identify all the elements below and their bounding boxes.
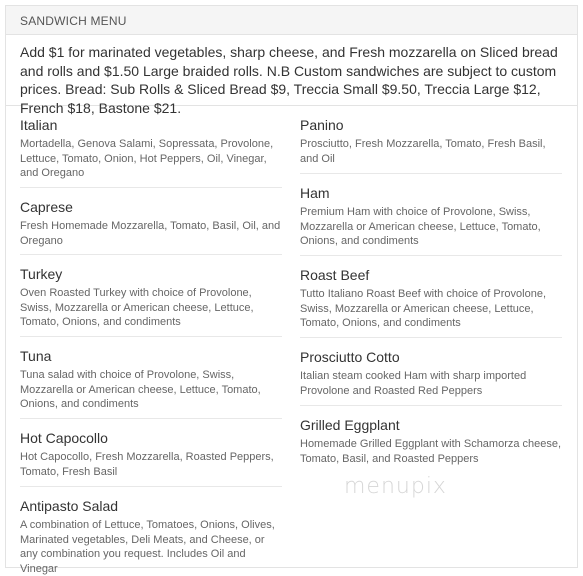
menu-item-description: Fresh Homemade Mozzarella, Tomato, Basil, Oil, and Oregano	[20, 220, 281, 247]
menu-item-description: Oven Roasted Turkey with choice of Provolone, Swiss, Mozzarella or American cheese, Lettuce, Tomato, Onions, and condiments	[20, 287, 254, 329]
menu-item-description: Homemade Grilled Eggplant with Schamorza cheese, Tomato, Basil, and Roasted Peppers	[300, 438, 562, 465]
menupix-watermark: menupix	[344, 474, 447, 499]
menu-item-name: Tuna	[20, 348, 52, 364]
menu-item	[300, 106, 562, 174]
menu-item-description: Premium Ham with choice of Provolone, Swiss, Mozzarella or American cheese, Lettuce, Tomato, Onions, and condiments	[300, 206, 541, 248]
menu-item-name: Italian	[20, 117, 58, 133]
menu-column-left	[20, 106, 282, 575]
menu-item	[300, 406, 562, 474]
menu-item-name: Panino	[300, 117, 344, 133]
menu-item-description: A combination of Lettuce, Tomatoes, Onions, Olives, Marinated vegetables, Deli Meats, and Cheese, or any combination you request. Includes Oil and Vinegar	[20, 519, 275, 575]
menu-item	[20, 255, 282, 337]
menu-item-name: Antipasto Salad	[20, 498, 119, 514]
menu-item	[20, 188, 282, 255]
menu-item-name: Turkey	[20, 266, 63, 282]
menu-item	[300, 174, 562, 256]
menu-item-name: Prosciutto Cotto	[300, 349, 400, 365]
menu-item-description: Mortadella, Genova Salami, Sopressata, Provolone, Lettuce, Tomato, Onion, Hot Peppers, Oil, Vinegar, and Oregano	[20, 138, 274, 180]
menu-item	[20, 419, 282, 487]
menu-item-name: Roast Beef	[300, 267, 370, 283]
menu-item	[20, 487, 282, 575]
menu-item-description: Tuna salad with choice of Provolone, Swiss, Mozzarella or American cheese, Lettuce, Tomato, Onions, and condiments	[20, 369, 261, 411]
menu-item	[20, 337, 282, 419]
menu-item-name: Caprese	[20, 199, 73, 215]
menu-item-description: Tutto Italiano Roast Beef with choice of Provolone, Swiss, Mozzarella or American cheese, Lettuce, Tomato, Onions, and condiments	[300, 288, 547, 330]
section-title: SANDWICH MENU	[20, 14, 127, 28]
section-header	[6, 6, 577, 35]
menu-item-name: Grilled Eggplant	[300, 417, 400, 433]
menu-column-right	[300, 106, 562, 474]
menu-item	[20, 106, 282, 188]
menu-item	[300, 256, 562, 338]
menu-panel	[5, 5, 578, 575]
menu-intro-text: Add $1 for marinated vegetables, sharp cheese, and Fresh mozzarella on Sliced bread and rolls and $1.50 Large braided rolls. N.B Custom sandwiches are subject to custom prices. Bread: Sub Rolls & Sliced Bread $9, Treccia Small $9.50, Treccia Large $12, French $18, Bastone $21.	[6, 35, 577, 106]
menu-item-description: Italian steam cooked Ham with sharp imported Provolone and Roasted Red Peppers	[300, 370, 527, 397]
menu-item-description: Prosciutto, Fresh Mozzarella, Tomato, Fresh Basil, and Oil	[300, 138, 546, 165]
menu-item-name: Hot Capocollo	[20, 430, 108, 446]
menu-item	[300, 338, 562, 406]
menu-item-description: Hot Capocollo, Fresh Mozzarella, Roasted Peppers, Tomato, Fresh Basil	[20, 451, 274, 478]
menu-item-name: Ham	[300, 185, 330, 201]
